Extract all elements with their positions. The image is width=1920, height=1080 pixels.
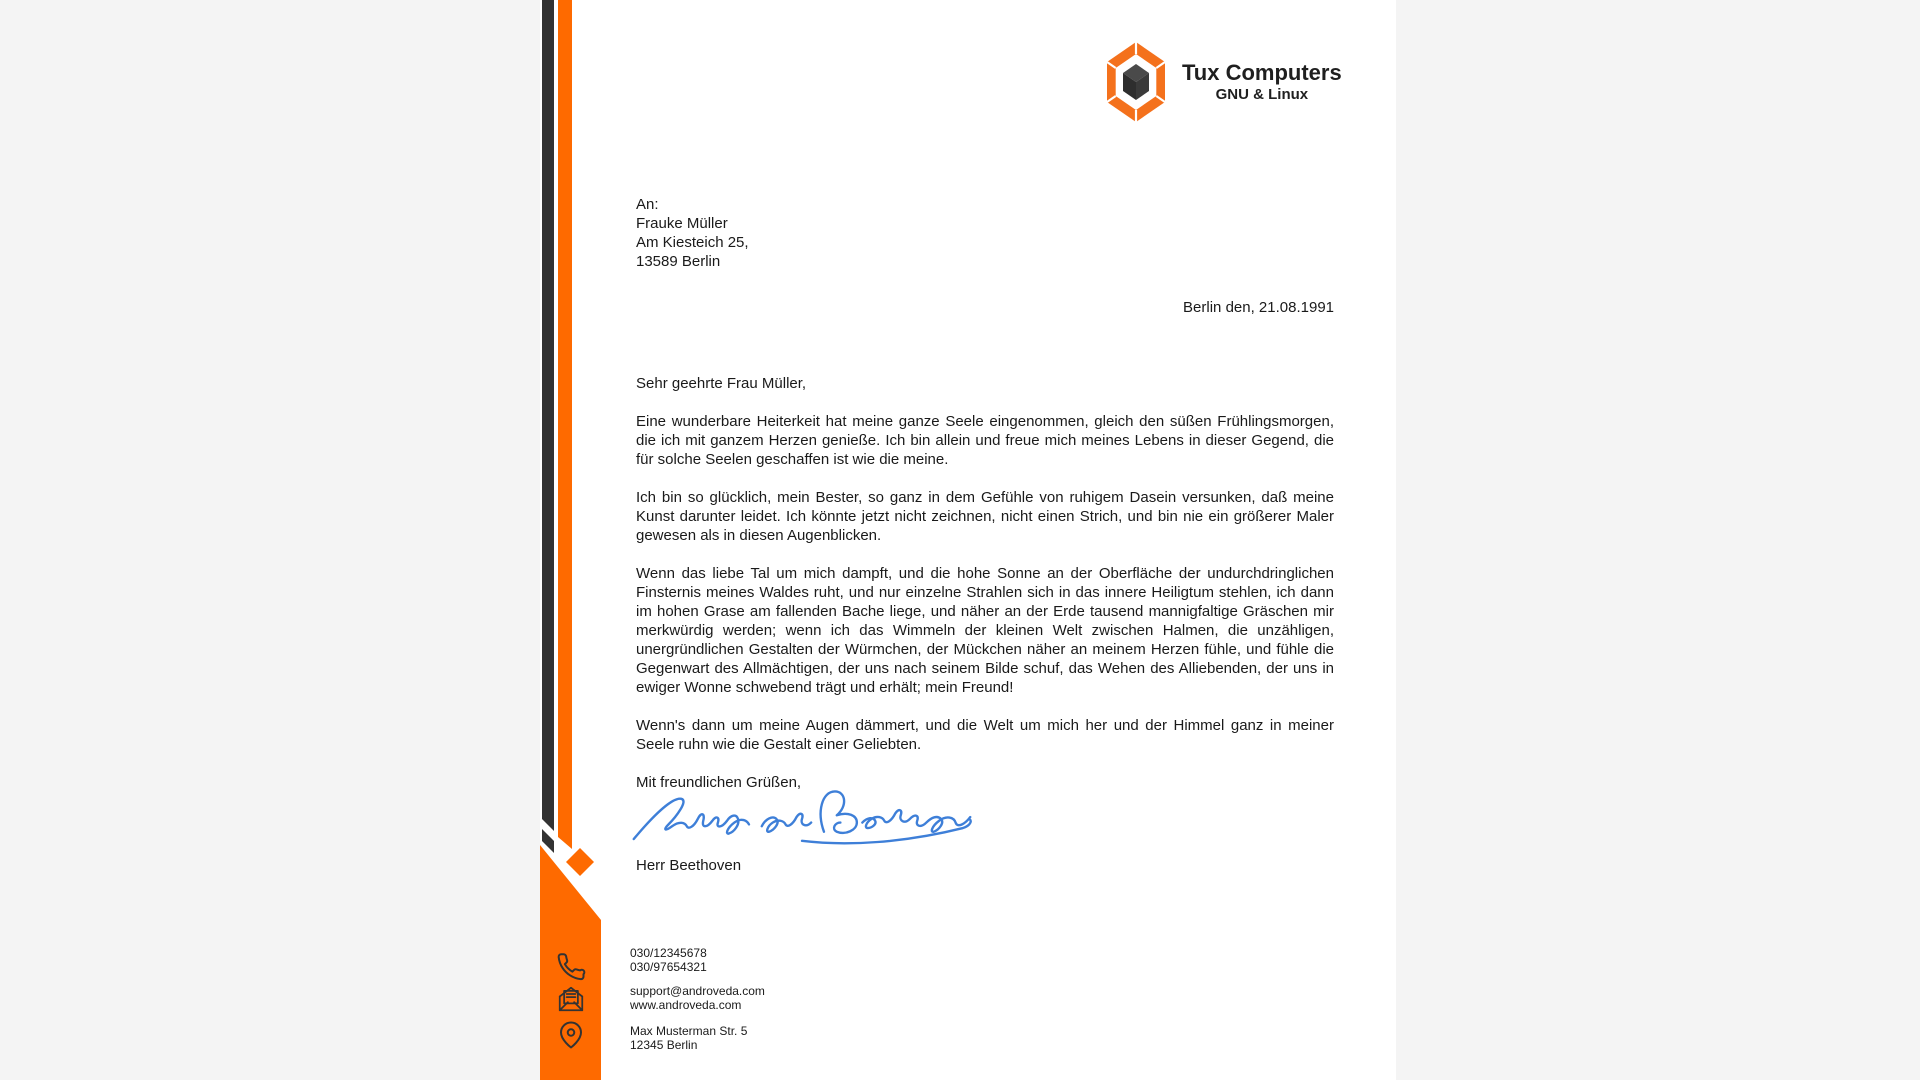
- phone-icon: [556, 953, 586, 983]
- paragraph-3: Wenn das liebe Tal um mich dampft, und die hohe Sonne an der Oberfläche der undurchdringlichen Finsternis meines Waldes ruht, und nur einzelne Strahlen sich in das innere Heiligtum stehlen, ich dann im hohen Grase am fallenden Bache liege, und näher an der Erde tausend mannigfaltige Gräschen mir merkwürdig werden; wenn ich das Wimmeln der kleinen Welt zwischen Halmen, die unzähligen, unergründlichen Gestalten der Würmchen, der Mückchen näher an meinem Herzen fühle, und fühle die Gegenwart des Allmächtigen, der uns nach seinem Bilde schuf, das Wehen des Alliebenden, der uns in ewiger Wonne schwebend trägt und erhält; mein Freund!: [636, 565, 1334, 696]
- recipient-street: Am Kiesteich 25,: [636, 234, 749, 251]
- dateline: Berlin den, 21.08.1991: [1183, 299, 1334, 316]
- location-pin-icon: [556, 1020, 586, 1050]
- signature-image: [612, 786, 992, 850]
- paragraph-1: Eine wunderbare Heiterkeit hat meine ganze Seele eingenommen, gleich den süßen Frühlingsmorgen, die ich mit ganzem Herzen genieße. Ich bin allein und freue mich meines Lebens in dieser Gegend, die für solche Seelen geschaffen ist wie die meine.: [636, 413, 1334, 468]
- footer-email: support@androveda.com: [630, 984, 765, 998]
- footer-phone-block: [630, 947, 707, 974]
- paragraph-2: Ich bin so glücklich, mein Bester, so ganz in dem Gefühle von ruhigem Dasein versunken, daß meine Kunst darunter leidet. Ich könnte jetzt nicht zeichnen, nicht einen Strich, und bin nie ein größerer Maler gewesen als in diesen Augenblicken.: [636, 489, 1334, 544]
- left-stripe-orange: [558, 0, 572, 849]
- footer-city: 12345 Berlin: [630, 1037, 698, 1052]
- company-name: Tux Computers: [1182, 60, 1342, 85]
- letter-content: [636, 195, 1334, 875]
- footer-street: Max Musterman Str. 5: [630, 1024, 748, 1038]
- paragraph-4: Wenn's dann um meine Augen dämmert, und die Welt um mich her und der Himmel ganz in meiner Seele ruhn wie die Gestalt einer Geliebten.: [636, 717, 1334, 753]
- signature-name: Herr Beethoven: [636, 857, 742, 874]
- salutation: Sehr geehrte Frau Müller,: [636, 375, 807, 392]
- recipient-city: 13589 Berlin: [636, 253, 721, 270]
- left-stripe-dark: [542, 0, 554, 831]
- company-tagline: GNU & Linux: [1215, 86, 1309, 103]
- recipient-address: [636, 195, 1334, 271]
- company-logo: [1103, 40, 1342, 124]
- stripe-fold-accent: [566, 848, 594, 876]
- footer-address-block: [630, 1025, 747, 1052]
- recipient-name: Frauke Müller: [636, 215, 728, 232]
- recipient-label: An:: [636, 196, 659, 213]
- left-stripe-dark-remnant: [542, 829, 554, 853]
- company-logo-hexagon-icon: [1103, 40, 1169, 124]
- footer-phone-1: 030/12345678: [630, 946, 707, 960]
- mail-icon: [556, 984, 586, 1014]
- closing-line: Mit freundlichen Grüßen,: [636, 774, 802, 791]
- footer-email-block: [630, 985, 765, 1012]
- footer-phone-2: 030/97654321: [630, 959, 707, 974]
- left-decoration: [540, 0, 610, 1080]
- footer-website: www.androveda.com: [630, 997, 742, 1012]
